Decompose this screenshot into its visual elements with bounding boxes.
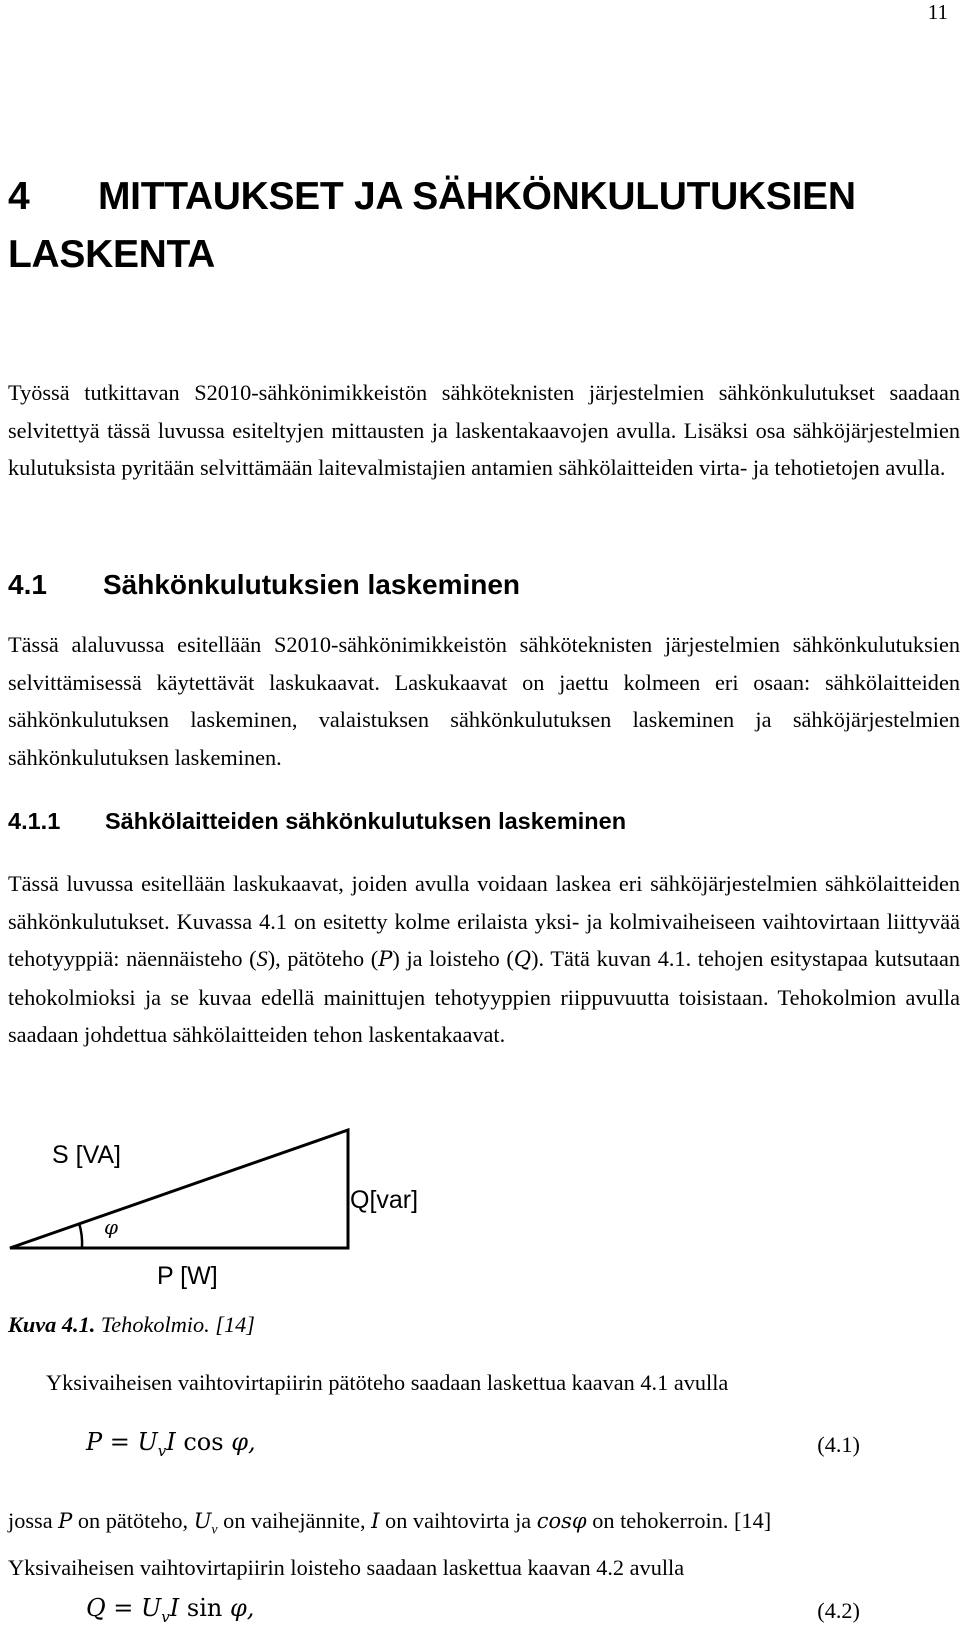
symbol-Q: Q: [513, 947, 532, 971]
subsection-text-2: ), pätöteho (: [267, 946, 379, 971]
formula-4-2-expression: [86, 1594, 254, 1626]
formula-4-1: [0, 1428, 960, 1468]
angle-arc: [79, 1223, 82, 1248]
formula-intro-1: Yksivaiheisen vaihtovirtapiirin pätöteho saadaan laskettua kaavan 4.1 avulla: [46, 1370, 729, 1395]
formula-4-1-func: cos: [175, 1428, 232, 1456]
formula-4-1-sub: v: [157, 1441, 167, 1460]
chapter-title-line2: LASKENTA: [8, 233, 216, 276]
chapter-title-line1: MITTAUKSET JA SÄHKÖNKULUTUKSIEN: [98, 175, 856, 218]
formula-4-1-number: (4.1): [817, 1432, 860, 1457]
subsection-number: 4.1.1: [8, 808, 61, 834]
formula-4-1-expression: [86, 1428, 256, 1460]
section-number: 4.1: [8, 569, 47, 600]
formula-4-2-I: I: [169, 1594, 180, 1622]
section-paragraph: Tässä alaluvussa esitellään S2010-sähkönimikkeistön sähköteknisten järjestelmien sähkönkulutuksien selvittämisessä käytettävät laskukaavat. Laskukaavat on jaettu kolmeen eri osaan: sähkölaitteiden sähkönkulutuksen laskeminen, valaistuksen sähkönkulutuksen laskeminen ja sähköjärjestelmien sähkönkulutuksen laskeminen.: [8, 632, 960, 770]
page-number: 11: [927, 0, 948, 24]
label-phi: φ: [104, 1215, 119, 1239]
explanation-symbol-I: I: [371, 1509, 380, 1533]
explanation-paragraph: [8, 1502, 960, 1586]
formula-4-1-phi: φ,: [231, 1428, 256, 1456]
formula-4-2: [0, 1594, 960, 1634]
explanation-symbol-cosphi: cosφ: [536, 1509, 587, 1533]
subsection-text-4: ). Tätä kuvan 4.1. tehojen esitystapaa kutsutaan tehokolmioksi ja se kuvaa edellä mainittujen tehotyyppien riippuvuutta toisistaan. Tehokolmion avulla saadaan johdettua sähkölaitteiden tehon laskentakaavat.: [8, 946, 960, 1047]
label-apparent-power: S [VA]: [52, 1141, 122, 1169]
formula-4-1-lhs: P = U: [86, 1428, 158, 1456]
intro-paragraph: Työssä tutkittavan S2010-sähkönimikkeistön sähköteknisten järjestelmien sähkönkulutukset saadaan selvitettyä tässä luvussa esiteltyjen mittausten ja laskentakaavojen avulla. Lisäksi osa sähköjärjestelmien kulutuksista pyritään selvittämään laitevalmistajien antamien sähkölaitteiden virta- ja tehotietojen avulla.: [8, 380, 960, 480]
explanation-symbol-U: U: [193, 1509, 212, 1533]
explanation-symbol-P: P: [58, 1509, 73, 1533]
caption-label: Kuva 4.1.: [8, 1312, 96, 1337]
symbol-S: S: [256, 946, 268, 971]
figure-caption: [8, 1312, 255, 1338]
subsection-title: Sähkölaitteiden sähkönkulutuksen laskeminen: [105, 808, 627, 834]
explanation-text-5: on tehokerroin. [14]: [586, 1508, 772, 1533]
symbol-P: P: [378, 947, 393, 971]
explanation-text-3: on vaihejännite,: [217, 1508, 372, 1533]
formula-4-2-func: sin: [179, 1594, 230, 1622]
section-title: Sähkönkulutuksien laskeminen: [103, 569, 521, 600]
formula-4-2-sub: v: [161, 1607, 170, 1626]
formula-4-1-I: I: [166, 1428, 176, 1456]
subsection-paragraph: [8, 865, 960, 1054]
chapter-heading: [8, 168, 856, 284]
section-heading: [8, 569, 520, 601]
label-reactive-power: Q[var]: [350, 1186, 419, 1214]
caption-text: Tehokolmio. [14]: [95, 1312, 255, 1337]
subsection-text-3: ) ja loisteho (: [392, 946, 514, 971]
chapter-number: 4: [8, 175, 30, 218]
power-triangle-figure: [0, 1110, 480, 1290]
explanation-text-1: jossa: [8, 1508, 59, 1533]
formula-intro-2: Yksivaiheisen vaihtovirtapiirin loisteho saadaan laskettua kaavan 4.2 avulla: [8, 1554, 685, 1580]
formula-4-2-number: (4.2): [817, 1598, 860, 1623]
explanation-symbol-U-sub: v: [211, 1522, 218, 1538]
subsection-heading: [8, 808, 626, 835]
label-active-power: P [W]: [157, 1262, 218, 1290]
explanation-text-4: on vaihtovirta ja: [379, 1508, 537, 1533]
explanation-text-2: on pätöteho,: [72, 1508, 194, 1533]
subsection-text-1: Tässä luvussa esitellään laskukaavat, joiden avulla voidaan laskea eri sähköjärjestelmien sähkölaitteiden sähkönkulutukset. Kuvassa 4.1 on esitetty kolme erilaista yksi- ja kolmivaiheiseen vaihtovirtaan liittyvää tehotyyppiä: näennäisteho (: [8, 871, 960, 971]
formula-4-2-lhs: Q = U: [86, 1594, 162, 1622]
formula-4-2-phi: φ,: [229, 1594, 255, 1622]
